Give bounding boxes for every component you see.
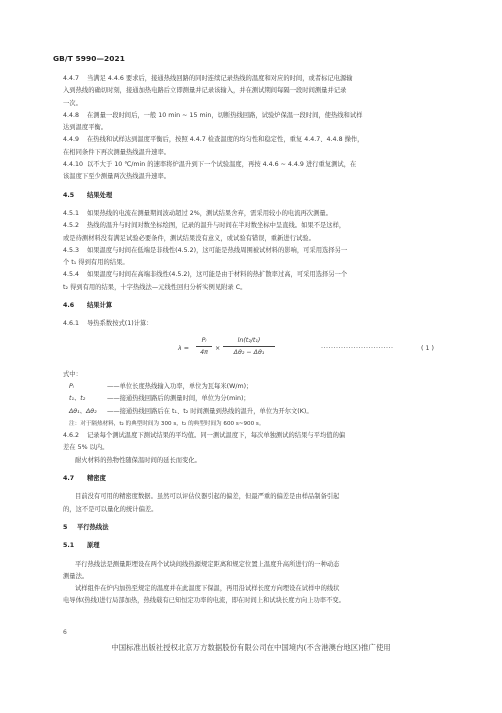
section-title: 平行热线法 xyxy=(77,523,109,531)
times-sign: × xyxy=(215,344,221,352)
text-line: 导热系数按式(1)计算： xyxy=(87,320,153,328)
text-line: 或是待测材料没有满足试验必要条件，测试结果没有意义，或试验有错误，重新进行试验。 xyxy=(63,234,315,242)
section-title: 精密度 xyxy=(87,475,106,483)
fraction-numerator: ln(t₂/t₁) xyxy=(223,335,275,347)
fraction-numerator: Pₗ xyxy=(196,335,212,347)
clause-number: 4.4.9 xyxy=(63,136,80,144)
equation-number: ( 1 ) xyxy=(421,344,434,352)
text-line: 该温度下至少测量两次热线温升速率。 xyxy=(63,173,171,181)
clause-number: 4.4.10 xyxy=(63,161,84,169)
clause-4-5-3 xyxy=(63,245,457,270)
clause-number: 4.6.1 xyxy=(63,320,80,328)
section-heading-5 xyxy=(63,522,457,534)
where-block xyxy=(63,369,457,430)
text-line: 如果热线的电流在测量期间波动超过 2%，测试结果舍弃，需采用较小的电流再次测量。 xyxy=(87,209,332,217)
text-line: 试样组件在炉内加热至规定的温度并在此温度下保温，再用沿试样长度方向埋设在试样中的线状 xyxy=(75,585,340,593)
fraction-power xyxy=(196,335,212,358)
text-line: 耐火材料的热物性随保温时间的延长而变化。 xyxy=(75,456,201,464)
section-title: 结果计算 xyxy=(87,302,113,310)
variable-description: ——单位长度热线输入功率，单位为瓦每米(W/m)； xyxy=(107,382,253,390)
text-line: 在热线和试样达到温度平衡后，按照 4.4.7 检查温度的均匀性和稳定性，重复 4.4.7、4.4.8 操作， xyxy=(87,136,364,144)
variable-symbol: Pₗ xyxy=(69,382,74,390)
clause-4-4-8 xyxy=(63,110,457,135)
standard-id: GB/T 5990—2021 xyxy=(53,54,125,63)
section-heading-4-7 xyxy=(63,473,457,485)
section-number: 5.1 xyxy=(63,542,75,550)
where-label: 式中： xyxy=(63,370,82,378)
text-line: 热线的温升与时间对数坐标绘图，记录的温升与时间在半对数坐标中呈直线。如果不是这样， xyxy=(87,222,346,230)
fraction-denominator: 4π xyxy=(200,348,208,356)
clause-number: 4.4.7 xyxy=(63,75,80,82)
section-number: 4.6 xyxy=(63,302,75,310)
section-title: 原理 xyxy=(87,542,100,550)
clause-4-4-9 xyxy=(63,134,457,159)
section-heading-4-5 xyxy=(63,190,457,202)
text-line: 达到温度平衡。 xyxy=(63,124,108,132)
text-line: 如果温度与时间在高端非线性(4.5.2)，这可能是由于材料的热扩散率过高，可采用选择另一个 xyxy=(87,271,348,279)
text-line: 入到热线的确切时刻，接通加热电路后立即测量并记录该输入，并在测试期间每隔一段时间测量并记录 xyxy=(63,87,347,95)
text-line: 的，这不是可以量化的统计偏差。 xyxy=(63,505,158,513)
clause-number: 4.5.3 xyxy=(63,246,80,254)
clause-4-6-2 xyxy=(63,430,457,467)
text-line: t₂ 得到有用的结果，十字热线法—元线性回归分析实例见附录 C。 xyxy=(63,283,247,291)
text-line: 一次。 xyxy=(63,99,82,107)
section-title: 结果处理 xyxy=(87,191,113,199)
variable-symbol: t₁、t₂ xyxy=(69,395,86,403)
text-line: 电导体(热线)进行局部加热，热线载有已知恒定功率的电流，即在时间上和试块长度方向上功率不变。 xyxy=(63,597,345,605)
variable-description: ——接通热线回路后的测量时间，单位为分(min)； xyxy=(107,395,250,403)
text-line: 差在 5% 以内。 xyxy=(63,444,109,452)
variable-symbol: Δθ₁、Δθ₂ xyxy=(69,407,97,415)
section-heading-5-1 xyxy=(63,540,457,552)
clause-number: 4.5.4 xyxy=(63,271,80,279)
footer-license-notice: 中国标准出版社授权北京万方数据股份有限公司在中国境内(不含港澳台地区)推广使用 xyxy=(111,643,391,652)
text-line: 如果温度与时间在低端是非线性(4.5.2)，这可能是热线周围被试材料的影响，可采用选择另一 xyxy=(87,246,348,254)
clause-4-4-10 xyxy=(63,159,457,184)
clause-5-1-body xyxy=(63,559,457,608)
clause-4-5-4 xyxy=(63,269,457,294)
clause-number: 4.5.1 xyxy=(63,209,80,217)
section-number: 5 xyxy=(63,523,68,531)
text-line: 个 t₁ 得到有用的结果。 xyxy=(63,259,129,267)
clause-4-4-7 xyxy=(63,73,457,110)
fraction-denominator: Δθ₂ − Δθ₁ xyxy=(233,348,265,356)
equation-lhs: λ = xyxy=(178,344,190,352)
document-body xyxy=(63,73,457,608)
clause-4-5-1 xyxy=(63,208,457,220)
section-number: 4.7 xyxy=(63,475,75,483)
section-number: 4.5 xyxy=(63,191,75,199)
fraction-log-ratio xyxy=(223,335,275,358)
note: 注：对于隔热材料，t₂ 的典型时间为 300 s，t₂ 的典型时间为 600 s~900 s。 xyxy=(69,420,265,427)
text-line: 在相同条件下再次测量热线温升速率。 xyxy=(63,148,171,156)
text-line: 在测量一段时间后，一般 10 min ~ 15 min，切断热线回路，试验炉保温一段时间，使热线和试样 xyxy=(87,111,363,119)
section-heading-4-6 xyxy=(63,300,457,312)
text-line: 测量法。 xyxy=(63,572,89,580)
variable-description: ——接通热线回路后在 t₁、t₂ 时间测量到热线的温升，单位为开尔文(K)。 xyxy=(107,407,313,415)
leader-dots: ····························· xyxy=(321,344,394,352)
clause-4-5-2 xyxy=(63,220,457,245)
text-line: 当满足 4.4.6 要求后，接通热线回路的同时连续记录热线的温度和对应的时间，或者标记电源输 xyxy=(87,75,353,82)
text-line: 目前没有可用的精密度数据。虽然可以评估仪器引起的偏差，但最严重的偏差是由样品制备引起 xyxy=(75,493,340,501)
clause-number: 4.4.8 xyxy=(63,111,80,119)
clause-4-7-body xyxy=(63,491,457,516)
page-number: 6 xyxy=(63,629,67,636)
text-line: 以不大于 10 ℃/min 的速率将炉温升到下一个试验温度，再按 4.4.6 ~ 4.4.9 进行重复测试，在 xyxy=(87,161,357,169)
clause-number: 4.5.2 xyxy=(63,222,80,230)
text-line: 记录每个测试温度下测试结果的平均值。同一测试温度下，每次单独测试的结果与平均值的偏 xyxy=(87,432,346,440)
clause-4-6-1 xyxy=(63,318,457,330)
clause-number: 4.6.2 xyxy=(63,432,80,440)
equation-1 xyxy=(63,333,457,367)
text-line: 平行热线法是测量距埋设在两个试块间线热源规定距离和规定位置上温度升高所进行的一种动态 xyxy=(75,560,340,568)
